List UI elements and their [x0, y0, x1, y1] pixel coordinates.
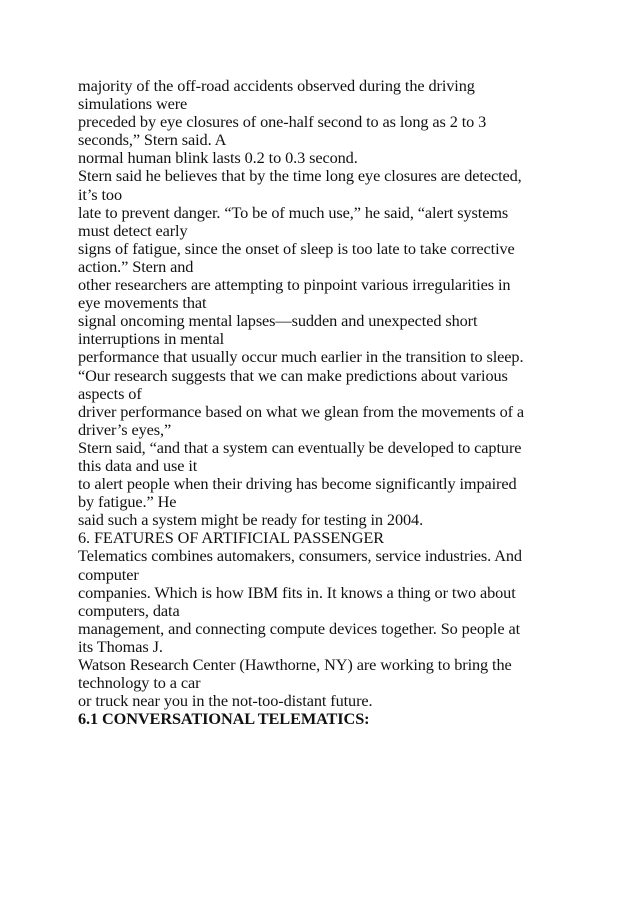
text-line: “Our research suggests that we can make predictions about various — [78, 365, 508, 385]
text-line: seconds,” Stern said. A — [78, 130, 227, 150]
text-line: 6. FEATURES OF ARTIFICIAL PASSENGER — [78, 528, 384, 548]
text-line: late to prevent danger. “To be of much use,” he said, “alert systems — [78, 202, 509, 222]
text-line: signal oncoming mental lapses—sudden and unexpected short — [78, 311, 478, 331]
text-line: to alert people when their driving has become significantly impaired — [78, 474, 517, 494]
text-line: or truck near you in the not-too-distant future. — [78, 691, 373, 711]
text-line: Watson Research Center (Hawthorne, NY) are working to bring the — [78, 655, 512, 674]
text-line: signs of fatigue, since the onset of sleep is too late to take corrective — [78, 238, 515, 258]
text-line: said such a system might be ready for testing in 2004. — [78, 510, 424, 530]
text-line: companies. Which is how IBM fits in. It knows a thing or two about — [78, 582, 516, 602]
text-line: Stern said, “and that a system can eventually be developed to capture — [78, 437, 522, 457]
text-line: majority of the off-road accidents observed during the driving — [78, 76, 475, 95]
text-line: technology to a car — [78, 673, 201, 693]
text-line: eye movements that — [78, 293, 207, 313]
text-line: management, and connecting compute devices together. So people at — [78, 618, 520, 638]
text-line: interruptions in mental — [78, 329, 225, 349]
text-line: driver’s eyes,” — [78, 419, 172, 439]
text-line: by fatigue.” He — [78, 492, 177, 512]
text-line: Telematics combines automakers, consumers, service industries. And — [78, 546, 522, 566]
text-line: preceded by eye closures of one-half second to as long as 2 to 3 — [78, 112, 487, 132]
text-line: other researchers are attempting to pinpoint various irregularities in — [78, 275, 511, 295]
text-line: its Thomas J. — [78, 636, 163, 656]
text-line: simulations were — [78, 94, 188, 114]
text-line: normal human blink lasts 0.2 to 0.3 second. — [78, 148, 358, 168]
text-line: performance that usually occur much earlier in the transition to sleep. — [78, 347, 524, 367]
text-line: must detect early — [78, 220, 188, 240]
text-line: driver performance based on what we glean from the movements of a — [78, 401, 525, 421]
section-heading: 6.1 CONVERSATIONAL TELEMATICS: — [78, 709, 370, 729]
text-line: action.” Stern and — [78, 256, 194, 276]
body-text — [78, 77, 568, 728]
text-line: Stern said he believes that by the time long eye closures are detected, — [78, 166, 522, 186]
text-line: it’s too — [78, 184, 122, 204]
text-line: computer — [78, 564, 139, 584]
text-line: aspects of — [78, 383, 142, 403]
text-line: computers, data — [78, 600, 180, 620]
text-line: this data and use it — [78, 455, 198, 475]
